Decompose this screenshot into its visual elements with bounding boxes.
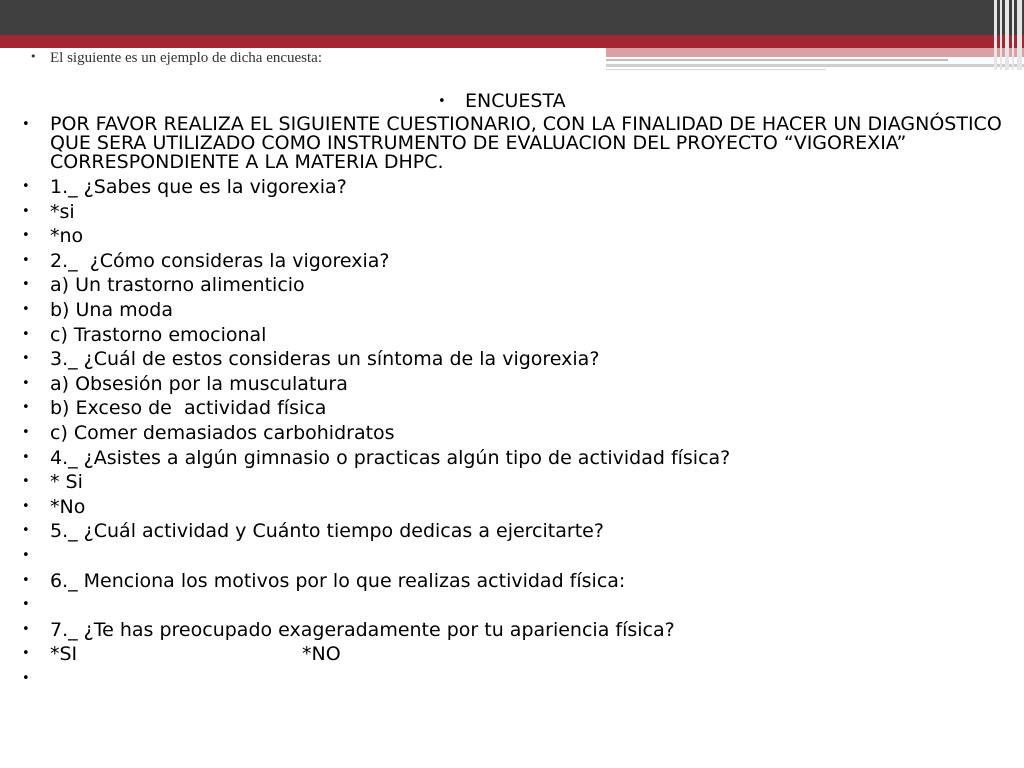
list-item: • 2._ ¿Cómo consideras la vigorexia? — [22, 249, 390, 272]
bullet: • — [22, 498, 30, 514]
bullet: • — [22, 523, 30, 539]
answer-options — [22, 642, 1012, 667]
bullet: • — [22, 547, 30, 563]
empty-list-item — [22, 667, 1012, 692]
bullet: • — [22, 228, 30, 244]
list-item: • b) Una moda — [22, 298, 173, 321]
survey-title: • ENCUESTA — [438, 90, 566, 112]
list-item: • 4._ ¿Asistes a algún gimnasio o practicas algún tipo de actividad física? — [22, 446, 731, 469]
empty-list-item — [22, 544, 1012, 569]
bullet: • — [22, 621, 30, 637]
bullet: • — [22, 670, 30, 686]
list-item: • 6._ Menciona los motivos por lo que realizas actividad física: — [22, 569, 626, 592]
header-rule — [606, 69, 826, 70]
list-item: • 1._ ¿Sabes que es la vigorexia? — [22, 176, 347, 198]
bullet: • — [22, 375, 30, 391]
empty-list-item — [22, 593, 1012, 618]
bullet: • — [30, 50, 37, 63]
instructions-text: • POR FAVOR REALIZA EL SIGUIENTE CUESTIONARIO, CON LA FINALIDAD DE HACER UN DIAGNÓSTICO QUE SERA UTILIZADO COMO INSTRUMENTO DE EVALUACION DEL PROYECTO “VIGOREXIA” CORRESPONDIENTE A LA MATERIA DHPC. — [22, 113, 1002, 173]
option-no: *NO — [302, 643, 341, 666]
bullet: • — [22, 400, 30, 416]
header-rule — [606, 59, 948, 61]
bullet: • — [22, 572, 30, 588]
bullet: • — [22, 203, 30, 219]
list-item: • 3._ ¿Cuál de estos consideras un síntoma de la vigorexia? — [22, 348, 600, 371]
bullet: • — [22, 424, 30, 440]
list-item: • c) Comer demasiados carbohidratos — [22, 421, 395, 444]
header-bar — [0, 0, 1024, 35]
list-item: • 7._ ¿Te has preocupado exageradamente por tu apariencia física? — [22, 618, 675, 641]
header-accent-bar — [0, 35, 1024, 48]
header-rule — [606, 64, 1024, 67]
bullet: • — [438, 94, 446, 109]
bullet: • — [22, 277, 30, 293]
list-item: • b) Exceso de actividad física — [22, 397, 327, 420]
list-item: • a) Un trastorno alimenticio — [22, 274, 305, 297]
list-item: • a) Obsesión por la musculatura — [22, 372, 348, 395]
bullet: • — [22, 449, 30, 465]
bullet: • — [22, 252, 30, 268]
list-item: • *si — [22, 200, 75, 223]
list-item: • 5._ ¿Cuál actividad y Cuánto tiempo dedicas a ejercitarte? — [22, 520, 604, 543]
bullet: • — [22, 351, 30, 367]
bullet: • — [22, 117, 30, 132]
option-yes: *SI — [50, 643, 78, 666]
list-item: • c) Trastorno emocional — [22, 323, 267, 346]
header-accent-strip — [606, 48, 1024, 57]
list-item: • * Si — [22, 471, 83, 494]
bullet: • — [22, 326, 30, 342]
header-stripes — [992, 0, 1024, 70]
bullet: • — [22, 646, 30, 662]
survey-list — [22, 115, 1012, 691]
bullet: • — [22, 301, 30, 317]
list-item: • *No — [22, 495, 86, 518]
intro-text: • El siguiente es un ejemplo de dicha encuesta: — [30, 50, 322, 66]
list-item: • *no — [22, 225, 84, 248]
bullet: • — [22, 597, 30, 613]
bullet: • — [22, 474, 30, 490]
bullet: • — [22, 179, 30, 194]
